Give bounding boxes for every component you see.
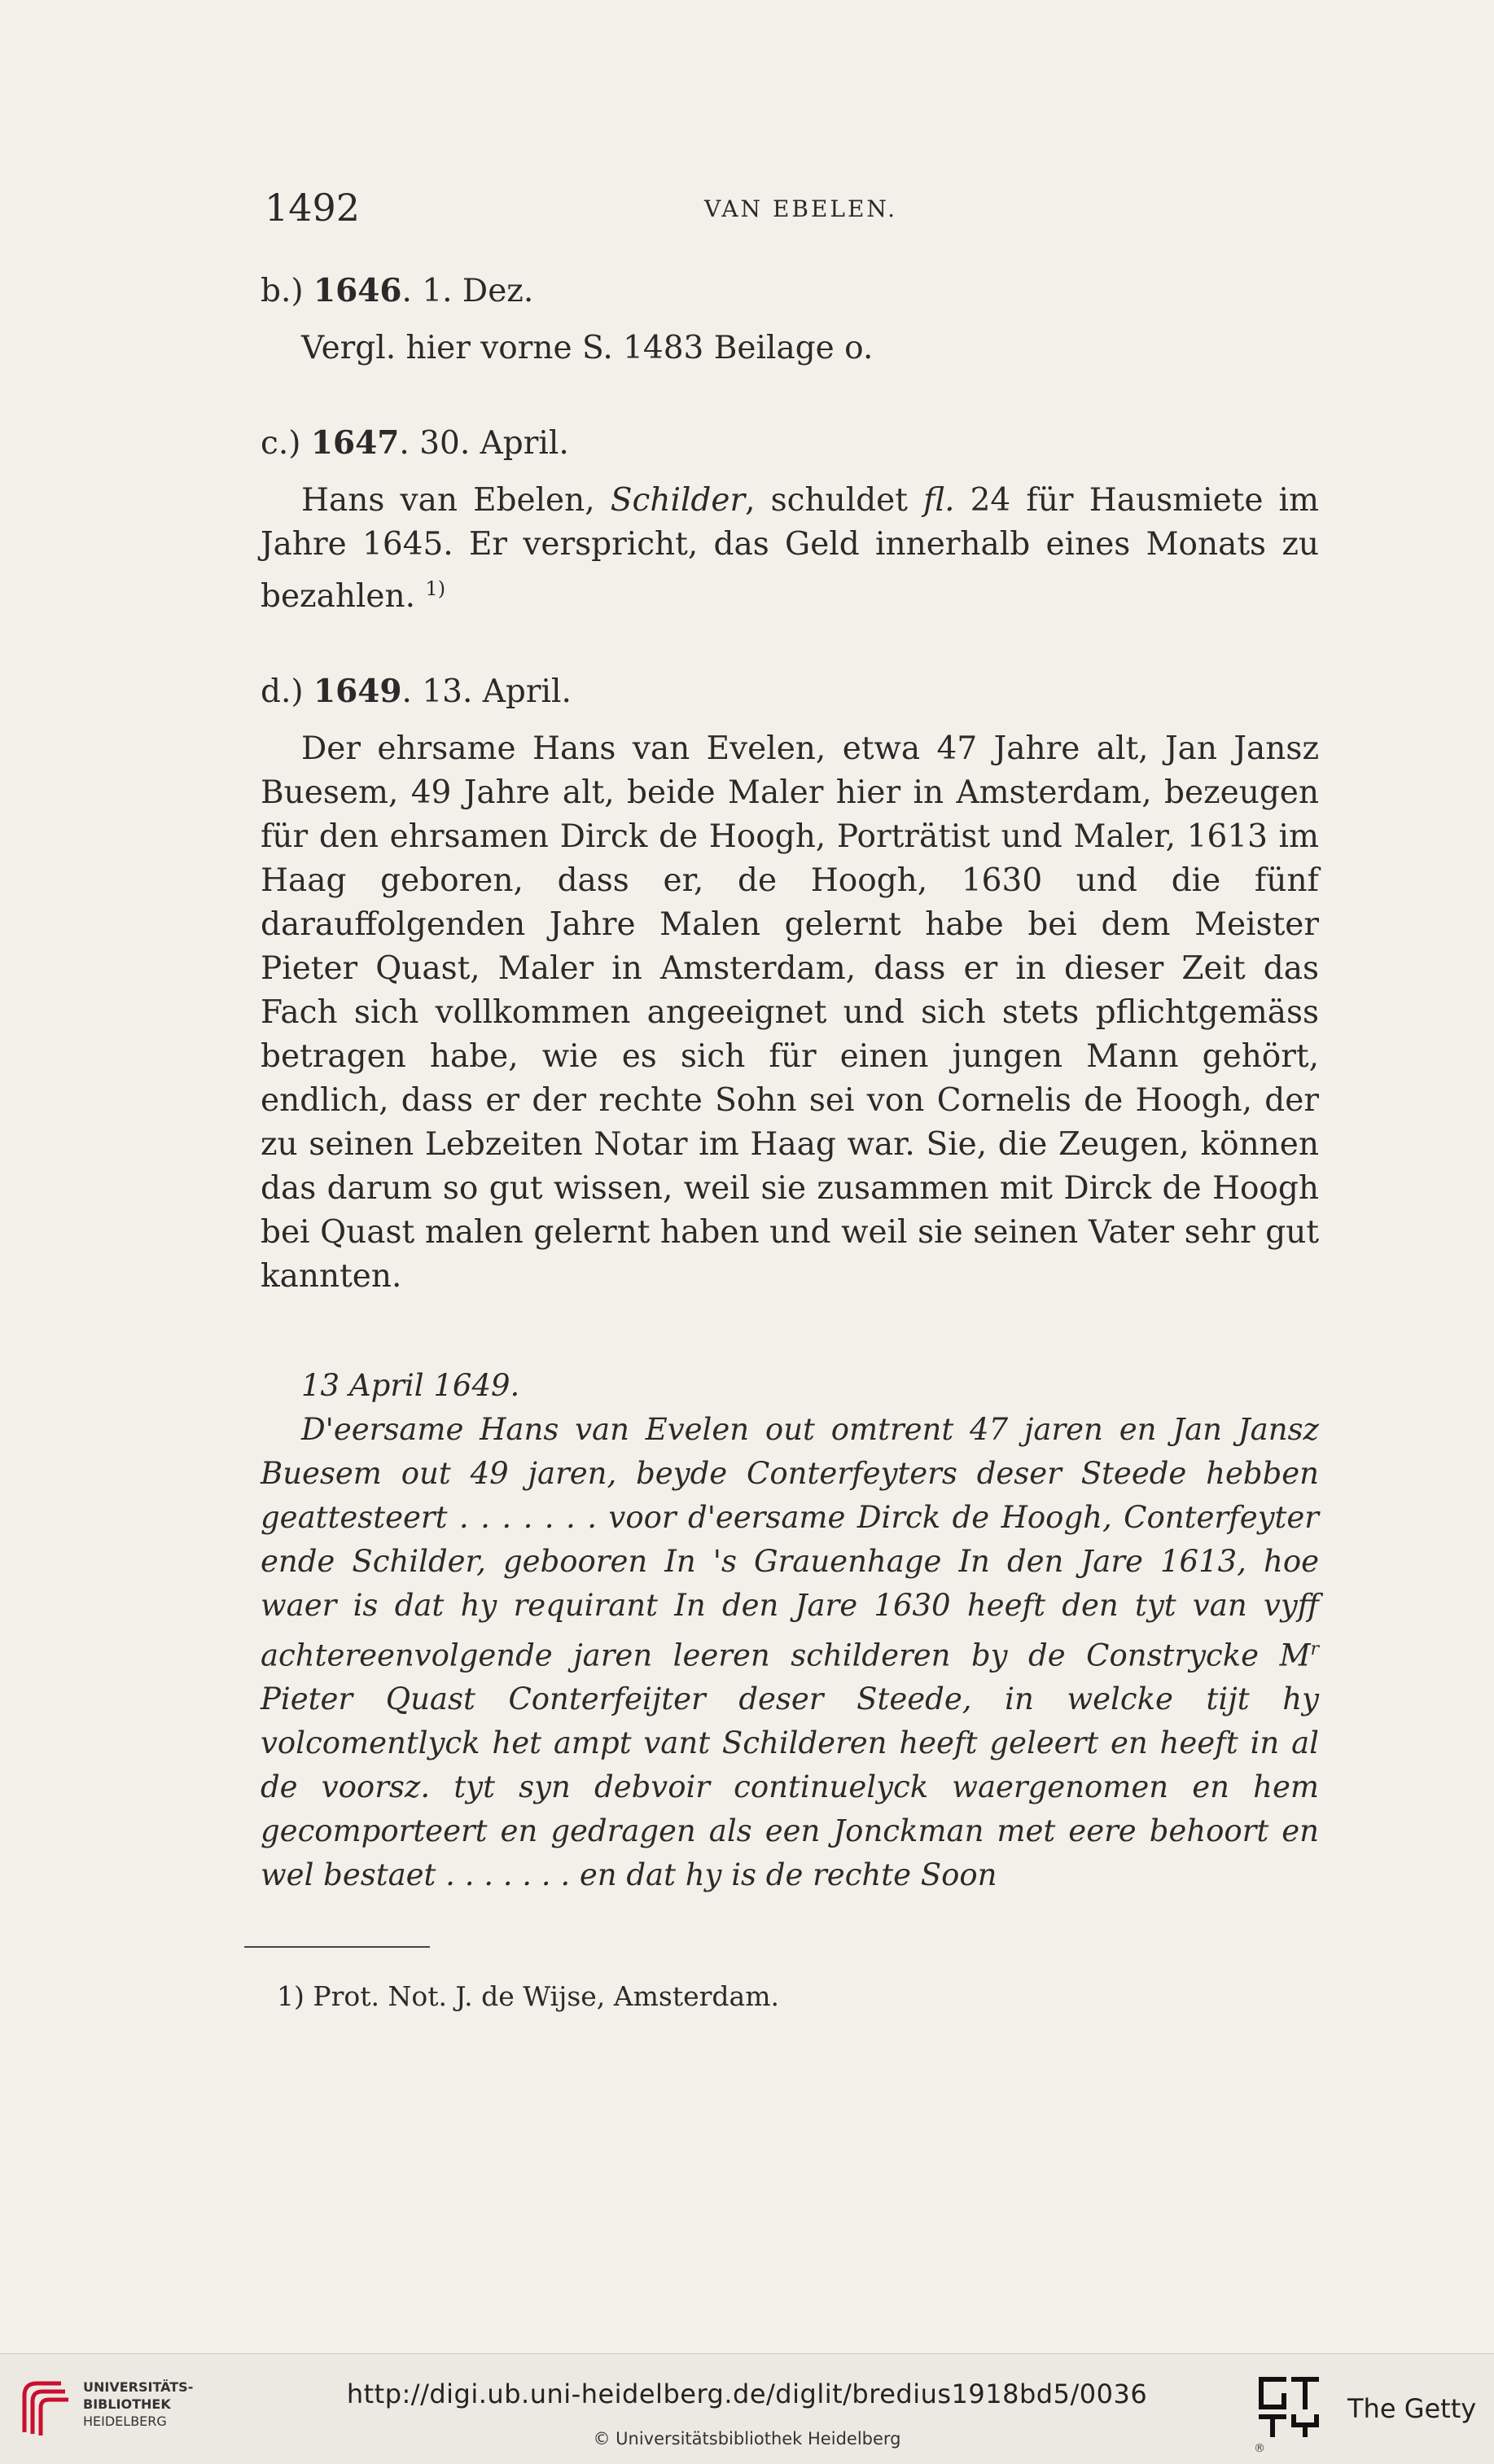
entry-text-d: Der ehrsame Hans van Evelen, etwa 47 Jahre alt, Jan Jansz Buesem, 49 Jahre alt, beide Maler hier in Amsterdam, bezeugen für den ehrsamen Dirck de Hoogh, Porträtist und Maler, 1613 im Haag geboren, dass er, de Hoogh, 1630 und die fünf darauffolgenden Jahre Malen gelernt habe bei dem Meister Pieter Quast, Maler in Amsterdam, dass er in dieser Zeit das Fach sich vollkommen angeeignet und sich stets pflichtgemäss betragen habe, wie es sich für einen jungen Mann gehört, endlich, dass er der rechte Sohn sei von Cornelis de Hoogh, der zu seinen Lebzeiten Notar im Haag war. Sie, die Zeugen, können das darum so gut wissen, weil sie zusammen mit Dirck de Hoogh bei Quast malen gelernt haben und weil sie seinen Vater sehr gut kannten.: [261, 730, 1319, 1295]
getty-logo-icon: [1255, 2374, 1322, 2440]
page-header: [265, 186, 1323, 243]
entry-year: 1647: [310, 424, 400, 462]
footnote: 1) Prot. Not. J. de Wijse, Amsterdam.: [277, 1980, 779, 2012]
footnote-reference: 1): [425, 577, 446, 600]
copyright-notice: © Universitätsbibliothek Heidelberg: [593, 2429, 901, 2449]
entry-text-b: Vergl. hier vorne S. 1483 Beilage o.: [301, 330, 874, 366]
library-name: UNIVERSITÄTS- BIBLIOTHEK HEIDELBERG: [83, 2379, 194, 2429]
quote-date: 13 April 1649.: [301, 1368, 520, 1403]
digitization-footer: [0, 2353, 1494, 2464]
page-body: [261, 269, 1319, 1897]
quote-text: D'eersame Hans van Evelen out omtrent 47 jaren en Jan Jansz Buesem out 49 jaren, beyde Conterfeyters deser Steede hebben geattesteert . . . . . . . voor d'eersame Dirck de Hoogh, Conterfeyter ende Schilder, gebooren In 's Grauenhage In den Jare 1613, hoe waer is dat hy requirant In den Jare 1630 heeft den tyt van vyff achtereenvolgende jaren leeren schilderen by de Constrycke $M^r$ Pieter Quast Conterfeijter deser Steede, in welcke tijt hy volcomentlyck het ampt vant Schilderen heeft geleert en heeft in al de voorsz. tyt syn debvoir continuelyck waergenomen en hem gecomporteert en gedragen als een Jonckman met eere behoort en wel bestaet . . . . . . . en dat hy is de rechte Soon: [261, 1412, 1319, 1893]
entry-year: 1646: [313, 272, 402, 309]
entry-heading-b: b.) 1646. 1. Dez.: [261, 272, 534, 309]
getty-name: The Getty: [1347, 2393, 1477, 2424]
entry-year: 1649: [313, 673, 402, 710]
page-number: 1492: [265, 186, 361, 230]
footnote-rule: [244, 1946, 430, 1948]
entry-heading-d: d.) 1649. 13. April.: [261, 673, 572, 710]
entry-text-c: Hans van Ebelen, Schilder, schuldet fl. 24 für Hausmiete im Jahre 1645. Er verspricht, das Geld innerhalb eines Monats zu bezahlen. $^{1)}$: [261, 482, 1319, 615]
permalink-url[interactable]: http://digi.ub.uni-heidelberg.de/diglit/bredius1918bd5/0036: [346, 2379, 1148, 2409]
quoted-document: [261, 1364, 1319, 1897]
running-title: VAN EBELEN.: [704, 195, 898, 222]
entry-heading-c: c.) 1647. 30. April.: [261, 424, 569, 462]
registered-mark: ®: [1254, 2442, 1265, 2455]
